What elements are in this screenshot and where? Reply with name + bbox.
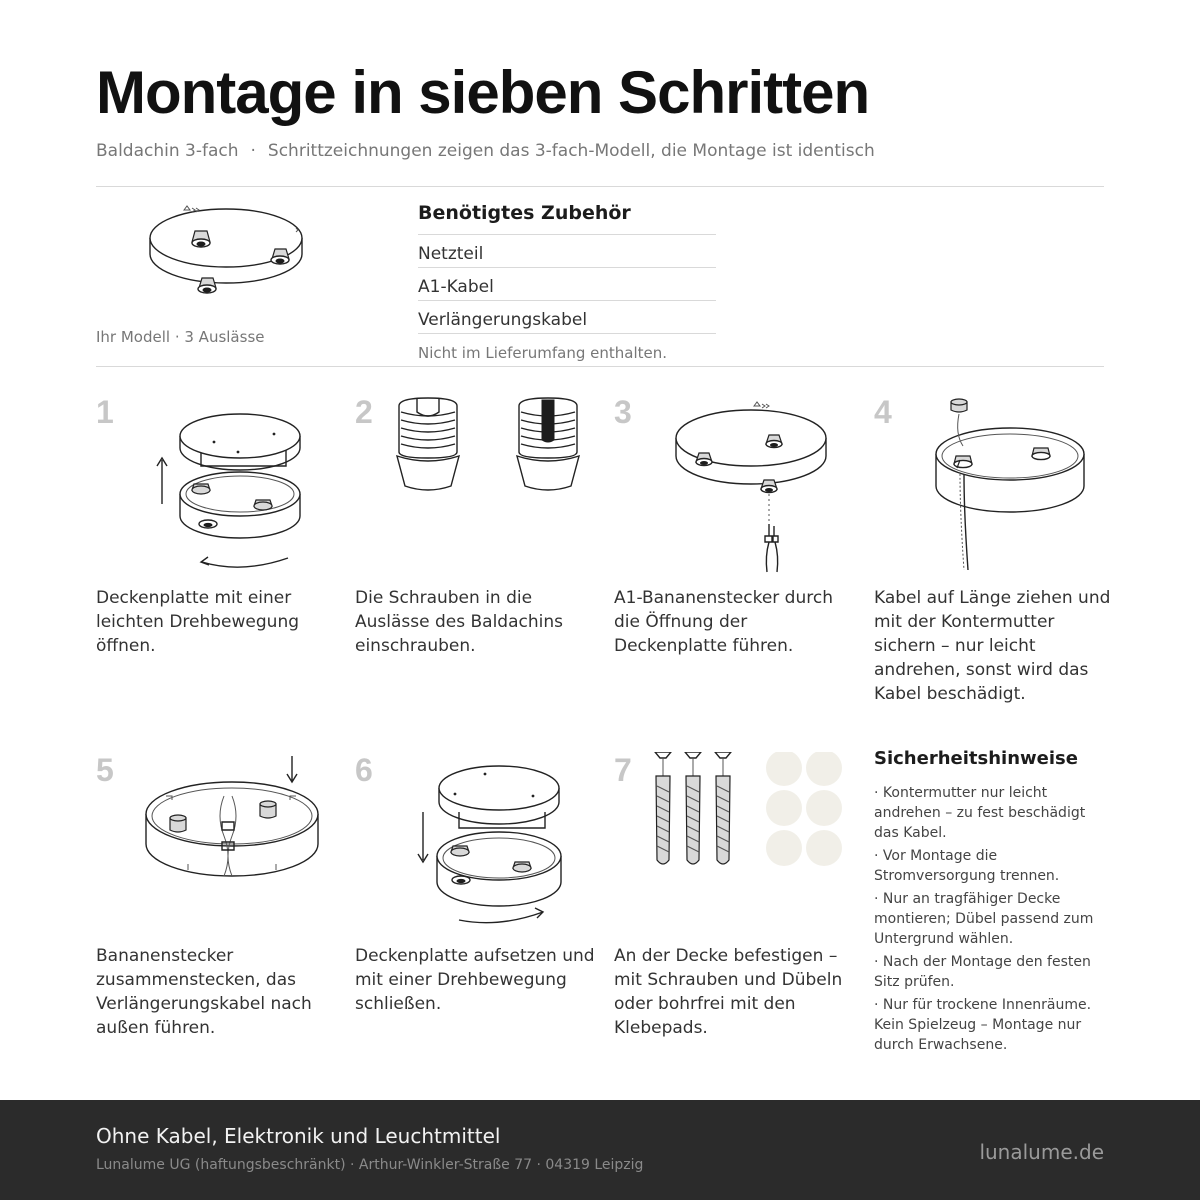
footer — [0, 1100, 1200, 1200]
step-7-illustration — [614, 752, 854, 932]
step-3 — [614, 394, 854, 674]
step-2 — [355, 394, 595, 674]
step-7 — [614, 752, 854, 1042]
step-4-text: Kabel auf Länge ziehen und mit der Kontermutter sichern – nur leicht andrehen, sonst wird das Kabel beschädigt. — [874, 588, 1111, 704]
page-subtitle — [96, 141, 875, 161]
step-1-text: Deckenplatte mit einer leichten Drehbewegung öffnen. — [96, 588, 300, 656]
step-3-number: 3 — [614, 394, 632, 430]
model-section — [96, 192, 386, 352]
subtitle-separator: · — [250, 141, 256, 161]
accessories-note: Nicht im Lieferumfang enthalten. — [418, 344, 668, 362]
subtitle-note: Schrittzeichnungen zeigen das 3-fach-Modell, die Montage ist identisch — [267, 141, 875, 161]
step-5 — [96, 752, 336, 1042]
adhesive-pads — [766, 752, 842, 866]
step-1 — [96, 394, 336, 674]
safety-notes — [874, 748, 1109, 1058]
safety-item: · Nur für trockene Innenräume. Kein Spielzeug – Montage nur durch Erwachsene. — [874, 997, 1092, 1053]
step-6-illustration — [355, 752, 595, 932]
canopy-model-illustration — [146, 198, 306, 323]
accessories-title: Benötigtes Zubehör — [418, 202, 716, 235]
step-1-illustration — [96, 394, 336, 574]
divider-middle — [96, 366, 1104, 367]
page-title: Montage in sieben Schritten — [96, 59, 870, 126]
step-4-number: 4 — [874, 394, 892, 430]
divider-top — [96, 186, 1104, 187]
step-2-number: 2 — [355, 394, 373, 430]
accessory-power-supply: Netzteil — [418, 235, 716, 268]
step-2-illustration — [355, 394, 595, 574]
step-4-illustration — [874, 394, 1114, 579]
website-link[interactable]: lunalume.de — [979, 1140, 1104, 1164]
step-5-illustration — [96, 752, 336, 932]
model-caption: Ihr Modell · 3 Auslässe — [96, 328, 265, 346]
subtitle-model: Baldachin 3-fach — [96, 141, 239, 161]
step-6 — [355, 752, 595, 1042]
screw-and-dowel-1 — [655, 752, 671, 864]
step-7-number: 7 — [614, 752, 632, 788]
step-4 — [874, 394, 1114, 704]
step-7-text: An der Decke befestigen – mit Schrauben und Dübeln oder bohrfrei mit den Klebepads. — [614, 946, 843, 1038]
step-5-text: Bananenstecker zusammenstecken, das Verlängerungskabel nach außen führen. — [96, 946, 312, 1038]
safety-item: · Nach der Montage den festen Sitz prüfen. — [874, 954, 1091, 990]
safety-item: · Kontermutter nur leicht andrehen – zu fest beschädigt das Kabel. — [874, 785, 1086, 841]
safety-title: Sicherheitshinweise — [874, 748, 1078, 769]
accessory-extension-cable: Verlängerungskabel — [418, 301, 716, 334]
step-6-text: Deckenplatte aufsetzen und mit einer Drehbewegung schließen. — [355, 946, 595, 1014]
safety-item: · Vor Montage die Stromversorgung trennen. — [874, 848, 1060, 884]
safety-item: · Nur an tragfähiger Decke montieren; Dübel passend zum Untergrund wählen. — [874, 891, 1094, 947]
screw-and-dowel-2 — [685, 752, 701, 864]
step-3-text: A1-Bananenstecker durch die Öffnung der Deckenplatte führen. — [614, 588, 833, 656]
step-5-number: 5 — [96, 752, 114, 788]
step-1-number: 1 — [96, 394, 114, 430]
footer-title: Ohne Kabel, Elektronik und Leuchtmittel — [96, 1124, 501, 1148]
company-address: Lunalume UG (haftungsbeschränkt) · Arthur-Winkler-Straße 77 · 04319 Leipzig — [96, 1157, 644, 1173]
accessories-panel — [418, 202, 716, 362]
step-3-illustration — [614, 394, 854, 574]
step-2-text: Die Schrauben in die Auslässe des Baldachins einschrauben. — [355, 588, 563, 656]
step-6-number: 6 — [355, 752, 373, 788]
screw-and-dowel-3 — [715, 752, 731, 864]
accessory-a1-cable: A1-Kabel — [418, 268, 716, 301]
